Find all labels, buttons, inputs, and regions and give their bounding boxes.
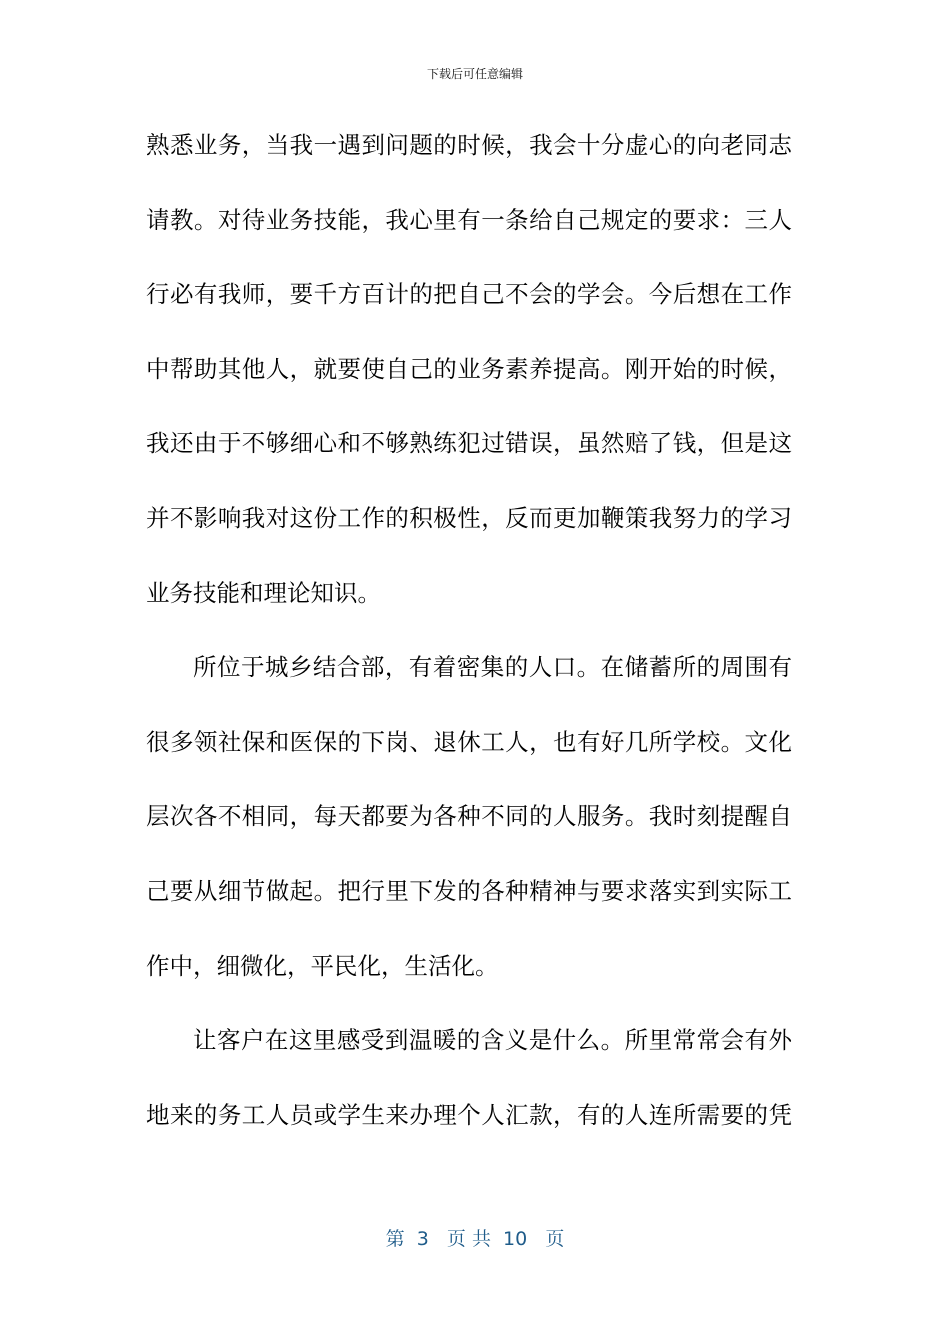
text-line: 很多领社保和医保的下岗、退休工人，也有好几所学校。文化 bbox=[146, 727, 792, 756]
text-line: 我还由于不够细心和不够熟练犯过错误，虽然赔了钱，但是这 bbox=[146, 429, 792, 458]
page-header-note: 下载后可任意编辑 bbox=[426, 67, 523, 81]
text-line: 行必有我师，要千方百计的把自己不会的学会。今后想在工作 bbox=[146, 280, 792, 309]
paragraph-start-line: 所位于城乡结合部，有着密集的人口。在储蓄所的周围有 bbox=[193, 653, 792, 682]
text-line: 层次各不相同，每天都要为各种不同的人服务。我时刻提醒自 bbox=[146, 802, 792, 831]
text-line: 作中，细微化，平民化，生活化。 bbox=[146, 951, 499, 980]
text-line: 业务技能和理论知识。 bbox=[146, 578, 381, 607]
text-line: 地来的务工人员或学生来办理个人汇款，有的人连所需要的凭 bbox=[146, 1100, 792, 1129]
paragraph-start-line: 让客户在这里感受到温暖的含义是什么。所里常常会有外 bbox=[193, 1026, 792, 1055]
text-line: 己要从细节做起。把行里下发的各种精神与要求落实到实际工 bbox=[146, 876, 792, 905]
document-body bbox=[146, 115, 792, 1159]
text-line: 熟悉业务，当我一遇到问题的时候，我会十分虚心的向老同志 bbox=[146, 131, 792, 159]
text-line: 请教。对待业务技能，我心里有一条给自己规定的要求：三人 bbox=[146, 205, 792, 234]
text-line: 并不影响我对这份工作的积极性，反而更加鞭策我努力的学习 bbox=[146, 503, 792, 532]
text-line: 中帮助其他人，就要使自己的业务素养提高。刚开始的时候， bbox=[146, 354, 792, 383]
page-number-footer: 第 3 页 共 10 页 bbox=[385, 1228, 565, 1250]
